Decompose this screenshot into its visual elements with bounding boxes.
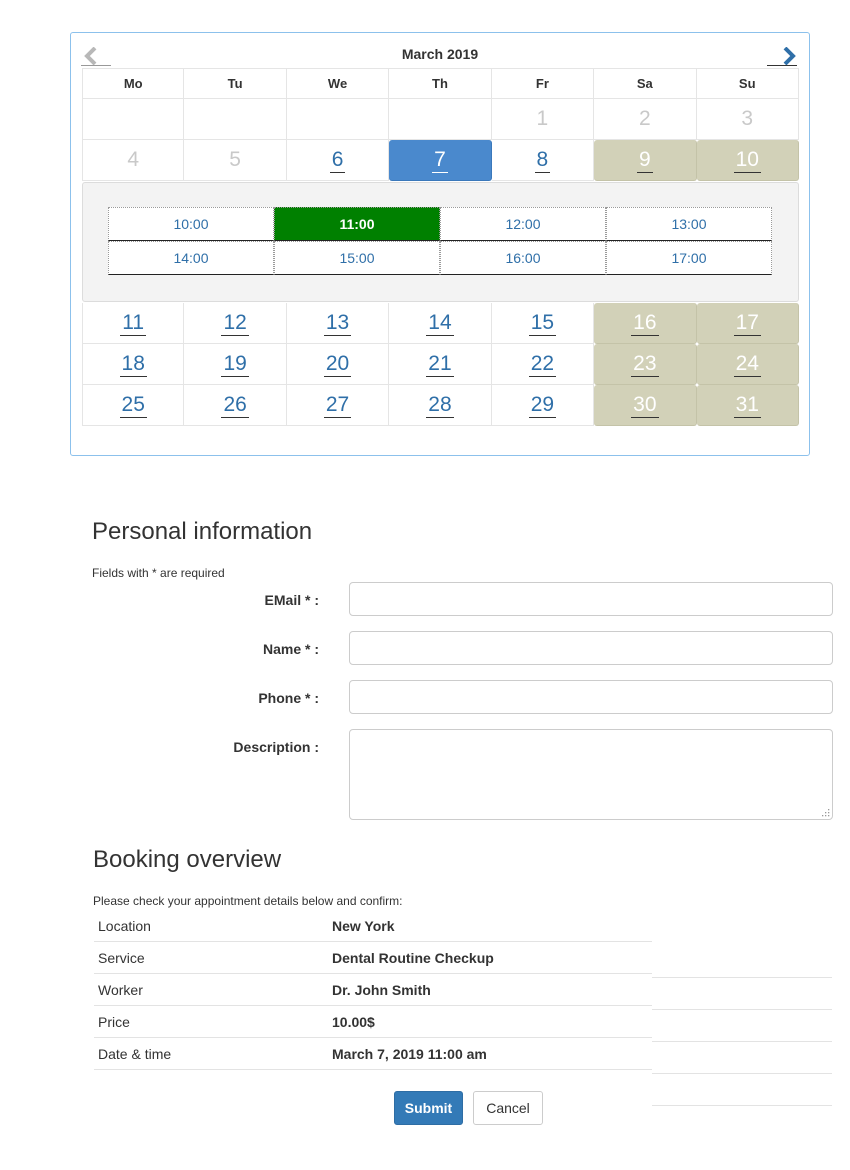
calendar-empty-cell: [184, 99, 286, 140]
calendar-day[interactable]: [82, 385, 184, 426]
calendar-month-title: March 2019: [401, 46, 479, 62]
calendar-day[interactable]: [389, 303, 491, 344]
weekday-header: Sa: [594, 68, 696, 99]
calendar-grid: [82, 68, 799, 426]
calendar-day[interactable]: [492, 303, 594, 344]
calendar-week-row: [82, 99, 799, 140]
weekday-header: We: [287, 68, 389, 99]
calendar-day-number: 20: [325, 351, 350, 375]
calendar-day-number: 27: [325, 392, 350, 416]
calendar-day[interactable]: [287, 140, 389, 181]
calendar-day[interactable]: [184, 385, 286, 426]
calendar-day-number: 4: [127, 148, 140, 171]
calendar-day-number: 25: [121, 392, 145, 416]
time-slot[interactable]: 14:00: [108, 241, 274, 275]
calendar-day-number: 14: [428, 310, 452, 334]
calendar-empty-cell: [287, 99, 389, 140]
overview-key: Service: [98, 949, 145, 966]
calendar-day[interactable]: [389, 344, 491, 385]
time-slot-panel: [82, 182, 799, 302]
calendar-day[interactable]: [82, 344, 184, 385]
calendar-day-number: 31: [735, 392, 759, 416]
next-month-button[interactable]: [767, 47, 799, 67]
calendar-day-number: 1: [536, 107, 549, 130]
calendar-day[interactable]: [594, 385, 696, 426]
calendar-day-number: 24: [735, 351, 759, 375]
overview-key: Location: [98, 917, 151, 934]
calendar-day-number: 22: [530, 351, 555, 375]
previous-month-underline: [81, 65, 111, 66]
cancel-button[interactable]: Cancel: [473, 1091, 543, 1125]
calendar-day-number: 16: [633, 310, 657, 334]
time-slot[interactable]: 17:00: [606, 241, 772, 275]
name-field[interactable]: [349, 631, 833, 665]
calendar-day-number: 17: [735, 310, 759, 334]
calendar-day[interactable]: [594, 303, 696, 344]
calendar-day-selected[interactable]: [389, 140, 491, 181]
weekday-header: Fr: [492, 68, 594, 99]
calendar-day-number: 30: [633, 392, 657, 416]
calendar-day[interactable]: [697, 140, 799, 181]
calendar-day-number: 6: [331, 147, 344, 171]
submit-button[interactable]: Submit: [394, 1091, 463, 1125]
overview-value: Dr. John Smith: [332, 981, 431, 998]
booking-overview-title: Booking overview: [93, 846, 282, 873]
calendar-day-number: 26: [223, 392, 247, 416]
calendar-day: [184, 140, 286, 181]
weekday-header: Tu: [184, 68, 286, 99]
calendar-day-number: 3: [741, 107, 754, 130]
calendar-day-number: 23: [633, 351, 657, 375]
calendar-day[interactable]: [287, 303, 389, 344]
time-slot-selected[interactable]: 11:00: [274, 207, 440, 241]
calendar-empty-cell: [82, 99, 184, 140]
booking-calendar: [70, 32, 810, 456]
calendar-day-number: 11: [122, 310, 145, 334]
email-field[interactable]: [349, 582, 833, 616]
calendar-week-row: [82, 344, 799, 385]
overview-row-service: [94, 942, 652, 974]
overview-key: Price: [98, 1013, 130, 1030]
description-label: Description :: [233, 739, 319, 755]
calendar-day[interactable]: [697, 344, 799, 385]
calendar-day[interactable]: [184, 303, 286, 344]
calendar-day[interactable]: [492, 344, 594, 385]
calendar-day-number: 13: [325, 310, 350, 334]
calendar-weeks-before: [82, 99, 799, 181]
time-slot[interactable]: 12:00: [440, 207, 606, 241]
overview-key: Date & time: [98, 1045, 172, 1062]
calendar-week-row: [82, 385, 799, 426]
weekday-header: Th: [389, 68, 491, 99]
overview-value: March 7, 2019 11:00 am: [332, 1045, 487, 1062]
calendar-day[interactable]: [287, 385, 389, 426]
time-slot[interactable]: 10:00: [108, 207, 274, 241]
calendar-weeks-after: [82, 303, 799, 426]
time-slot-grid: [108, 207, 772, 275]
calendar-day[interactable]: [82, 303, 184, 344]
calendar-week-row: [82, 303, 799, 344]
calendar-day-number: 21: [428, 351, 452, 375]
divider: [652, 1041, 832, 1042]
weekday-header: Mo: [82, 68, 184, 99]
overview-key: Worker: [98, 981, 143, 998]
calendar-day[interactable]: [697, 303, 799, 344]
calendar-day-number: 7: [434, 147, 446, 171]
description-field[interactable]: [349, 729, 833, 820]
divider: [652, 977, 832, 978]
time-slot[interactable]: 13:00: [606, 207, 772, 241]
weekday-header: Su: [697, 68, 799, 99]
next-month-underline: [767, 65, 797, 66]
calendar-day[interactable]: [594, 344, 696, 385]
calendar-day: [697, 99, 799, 140]
phone-field[interactable]: [349, 680, 833, 714]
overview-value: Dental Routine Checkup: [332, 949, 494, 966]
calendar-day-number: 29: [530, 392, 555, 416]
booking-overview-note: Please check your appointment details below and confirm:: [93, 894, 403, 908]
overview-row-worker: [94, 974, 652, 1006]
overview-row-date-time: [94, 1038, 652, 1070]
calendar-day[interactable]: [287, 344, 389, 385]
calendar-day-number: 10: [735, 147, 759, 171]
calendar-empty-cell: [389, 99, 491, 140]
booking-overview-table: [94, 910, 652, 1070]
calendar-day[interactable]: [184, 344, 286, 385]
calendar-day-number: 15: [530, 310, 555, 334]
calendar-day-number: 9: [638, 147, 651, 171]
calendar-day-number: 2: [638, 107, 651, 130]
chevron-right-icon: [781, 47, 797, 65]
calendar-day-number: 8: [536, 147, 549, 171]
calendar-day-number: 5: [229, 148, 241, 171]
overview-row-price: [94, 1006, 652, 1038]
calendar-day: [492, 99, 594, 140]
calendar-day[interactable]: [492, 140, 594, 181]
resize-grip-icon[interactable]: [820, 807, 830, 817]
time-slot[interactable]: 15:00: [274, 241, 440, 275]
overview-value: 10.00$: [332, 1013, 375, 1030]
overview-row-location: [94, 910, 652, 942]
weekday-header-row: [82, 68, 799, 99]
time-slot[interactable]: 16:00: [440, 241, 606, 275]
calendar-day: [594, 99, 696, 140]
calendar-day-number: 12: [223, 310, 247, 334]
divider: [652, 1105, 832, 1106]
divider: [652, 1073, 832, 1074]
divider: [652, 1009, 832, 1010]
calendar-day[interactable]: [697, 385, 799, 426]
required-fields-note: Fields with * are required: [92, 566, 225, 580]
calendar-day[interactable]: [594, 140, 696, 181]
calendar-day[interactable]: [492, 385, 594, 426]
calendar-day: [82, 140, 184, 181]
overview-value: New York: [332, 917, 395, 934]
calendar-day-number: 28: [428, 392, 452, 416]
personal-information-title: Personal information: [92, 518, 313, 545]
calendar-day-number: 18: [121, 351, 145, 375]
phone-label: Phone * :: [258, 690, 319, 706]
calendar-nav: [71, 33, 809, 69]
calendar-day[interactable]: [389, 385, 491, 426]
email-label: EMail * :: [264, 592, 319, 608]
calendar-day-number: 19: [223, 351, 247, 375]
calendar-week-row: [82, 140, 799, 181]
name-label: Name * :: [262, 641, 319, 657]
